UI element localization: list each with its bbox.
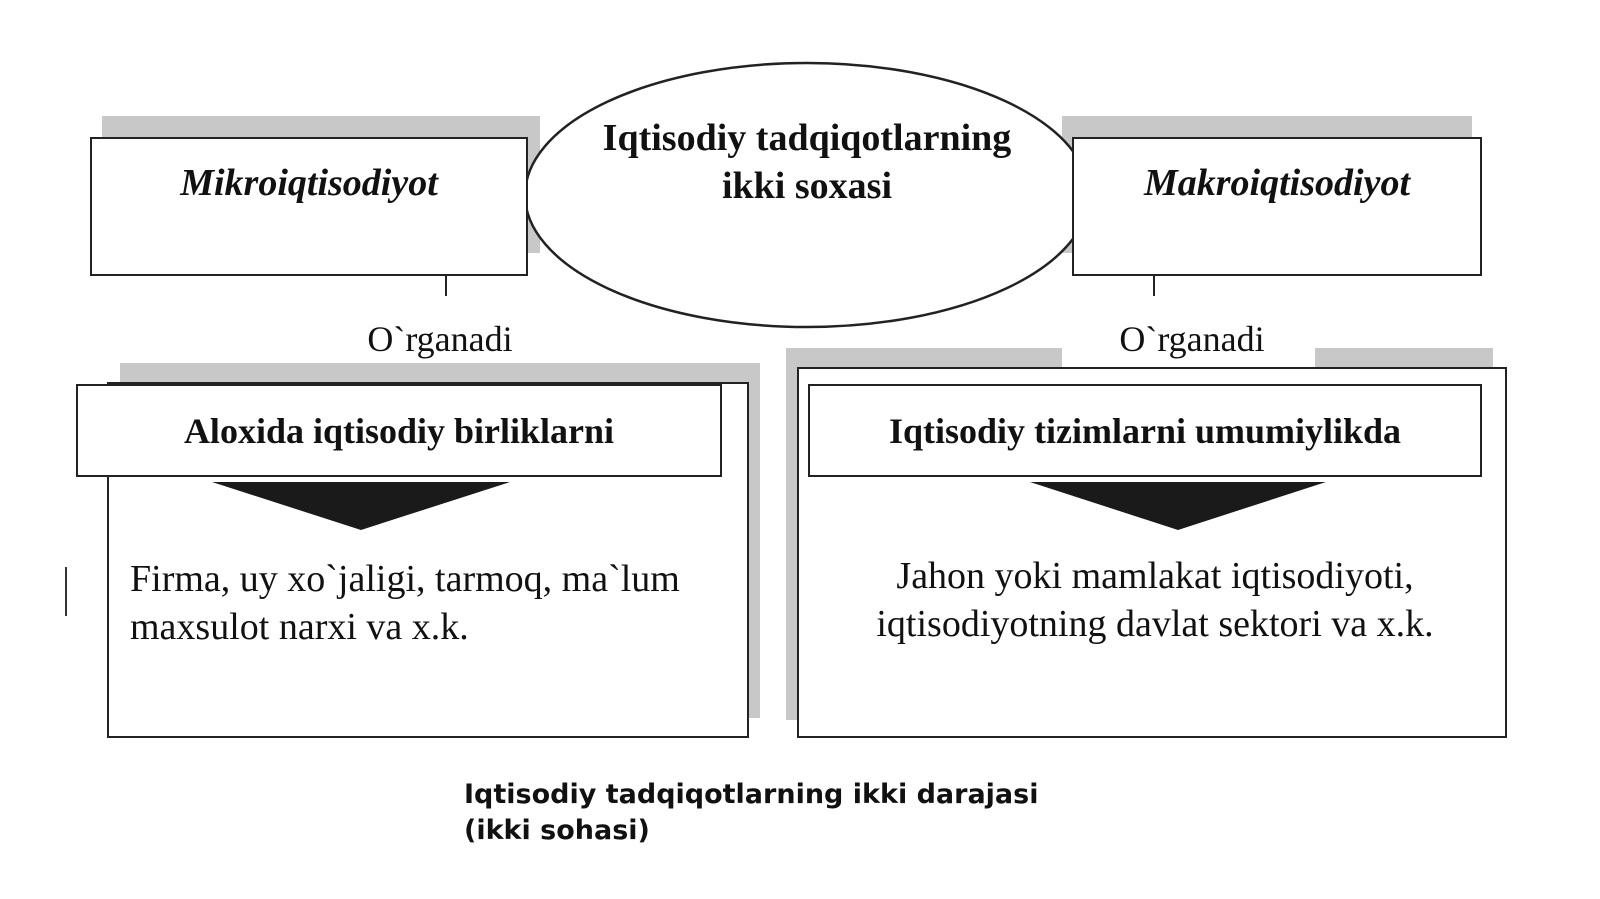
figure-caption <box>464 777 1164 849</box>
left-side-mark <box>65 567 67 616</box>
mikro-header-label: Mikroiqtisodiyot <box>180 162 438 204</box>
right-examples <box>820 552 1490 648</box>
left-examples <box>130 555 740 651</box>
makro-header-box <box>1072 137 1482 276</box>
left-subject-box <box>76 384 722 477</box>
left-down-arrow-icon <box>212 482 510 532</box>
caption-line1: Iqtisodiy tadqiqotlarning ikki darajasi <box>464 779 1039 810</box>
center-title <box>560 112 1054 212</box>
right-connector-label: O`rganadi <box>1119 319 1265 359</box>
makro-header-label: Makroiqtisodiyot <box>1143 162 1411 204</box>
left-connector-label: O`rganadi <box>367 319 513 359</box>
right-subject-label: Iqtisodiy tizimlarni umumiylikda <box>888 410 1402 451</box>
right-examples-line1: Jahon yoki mamlakat iqtisodiyoti, <box>896 555 1414 597</box>
right-subject-box <box>808 384 1482 477</box>
right-down-arrow-icon <box>1030 482 1326 532</box>
mikro-header-box <box>90 137 528 276</box>
center-title-line1: Iqtisodiy tadqiqotlarning <box>602 117 1012 159</box>
left-examples-line2: maxsulot narxi va x.k. <box>130 606 469 648</box>
left-connector-line <box>445 276 447 296</box>
caption-line2: (ikki sohasi) <box>464 815 650 846</box>
left-subject-label: Aloxida iqtisodiy birliklarni <box>183 410 615 451</box>
right-examples-line2: iqtisodiyotning davlat sektori va x.k. <box>876 603 1434 645</box>
left-examples-line1: Firma, uy xo`jaligi, tarmoq, ma`lum <box>130 558 680 600</box>
right-connector-line <box>1153 276 1155 296</box>
right-panel-shadow-right <box>1315 348 1493 368</box>
center-title-line2: ikki soxasi <box>721 165 893 207</box>
